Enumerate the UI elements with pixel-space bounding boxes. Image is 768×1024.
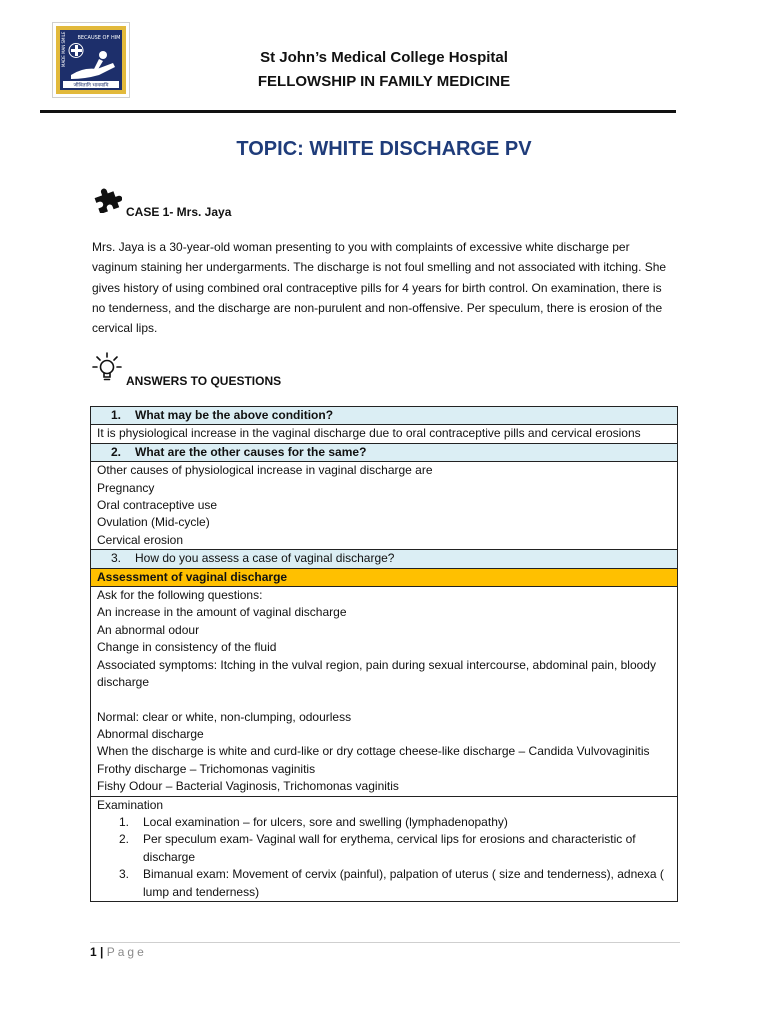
list-item: Associated symptoms: Itching in the vulval region, pain during sexual intercourse, abdominal pain, bloody discharge (97, 657, 656, 690)
answer-row-2 (91, 462, 678, 550)
item-number: 1. (119, 814, 130, 829)
list-item: Fishy Odour – Bacterial Vaginosis, Trichomonas vaginitis (97, 779, 399, 794)
logo-bottom-text: जीवितानि भावयामि (73, 82, 109, 89)
list-item: An abnormal odour (97, 622, 200, 637)
list-item: Pregnancy (97, 480, 155, 495)
qa-table (90, 406, 678, 902)
answers-heading: ANSWERS TO QUESTIONS (126, 374, 282, 388)
page-number: 1 (90, 945, 97, 959)
assessment-heading-row (91, 568, 678, 586)
question-row-1 (91, 407, 678, 425)
question-row-2 (91, 443, 678, 461)
footer-divider (90, 942, 680, 943)
page-footer (90, 945, 147, 959)
list-item (97, 814, 671, 831)
spacer (97, 692, 671, 709)
examination-list (97, 814, 671, 901)
answer-row-1 (91, 425, 678, 443)
question-number: 2. (111, 444, 122, 459)
list-item (97, 866, 671, 901)
case-title: CASE 1- Mrs. Jaya (126, 205, 232, 219)
item-text: Bimanual exam: Movement of cervix (painful), palpation of uterus ( size and tenderness), adnexa ( lump and tenderness) (143, 867, 664, 899)
question-text: What are the other causes for the same? (135, 444, 367, 459)
list-item: Cervical erosion (97, 532, 184, 547)
list-item: Abnormal discharge (97, 726, 204, 741)
list-item: Other causes of physiological increase in vaginal discharge are (97, 463, 433, 478)
puzzle-icon (92, 183, 122, 213)
question-text: How do you assess a case of vaginal discharge? (135, 551, 395, 566)
page-title: TOPIC: WHITE DISCHARGE PV (236, 138, 532, 160)
item-text: Per speculum exam- Vaginal wall for erythema, cervical lips for erosions and characteristic of discharge (143, 832, 636, 864)
list-item: Ovulation (Mid-cycle) (97, 515, 210, 530)
question-number: 1. (111, 408, 122, 422)
item-number: 3. (119, 867, 130, 882)
list-item (97, 831, 671, 866)
question-row-3 (91, 550, 678, 568)
item-text: Local examination – for ulcers, sore and swelling (lymphadenopathy) (143, 814, 508, 829)
assessment-row (91, 587, 678, 796)
logo-top-text: BECAUSE OF HIM (77, 35, 121, 41)
list-item: Ask for the following questions: (97, 588, 263, 603)
item-number: 2. (119, 832, 130, 847)
lightbulb-icon (92, 351, 122, 385)
page-word: Page (106, 945, 147, 959)
list-item: An increase in the amount of vaginal discharge (97, 605, 347, 620)
answer-text: It is physiological increase in the vaginal discharge due to oral contraceptive pills and cervical erosions (91, 425, 678, 443)
list-item: Change in consistency of the fluid (97, 640, 277, 655)
institution-name: St John’s Medical College Hospital (260, 49, 508, 66)
header-divider (40, 110, 676, 113)
program-name: FELLOWSHIP IN FAMILY MEDICINE (257, 73, 511, 90)
list-item: Normal: clear or white, non-clumping, odourless (97, 709, 352, 724)
list-item: Frothy discharge – Trichomonas vaginitis (97, 761, 316, 776)
assessment-heading: Assessment of vaginal discharge (91, 568, 678, 586)
question-number: 3. (111, 551, 122, 566)
list-item: Oral contraceptive use (97, 498, 218, 513)
list-item: When the discharge is white and curd-like or dry cottage cheese-like discharge – Candida Vulvovaginitis (97, 744, 650, 759)
logo-side-text: MADE MAN SMILE (61, 31, 66, 67)
question-text: What may be the above condition? (135, 408, 334, 422)
page-separator: | (100, 945, 104, 959)
case-description: Mrs. Jaya is a 30-year-old woman presenting to you with complaints of excessive white discharge per vaginum staining her undergarments. The discharge is not foul smelling and not associated with itching. She gives history of using combined oral contraceptive pills for 4 years for birth control. On examination, there is no tenderness, and the discharge are non-purulent and non-offensive. Per speculum, there is erosion of the cervical lips. (92, 240, 667, 336)
examination-heading: Examination (97, 797, 164, 812)
examination-row (91, 796, 678, 901)
